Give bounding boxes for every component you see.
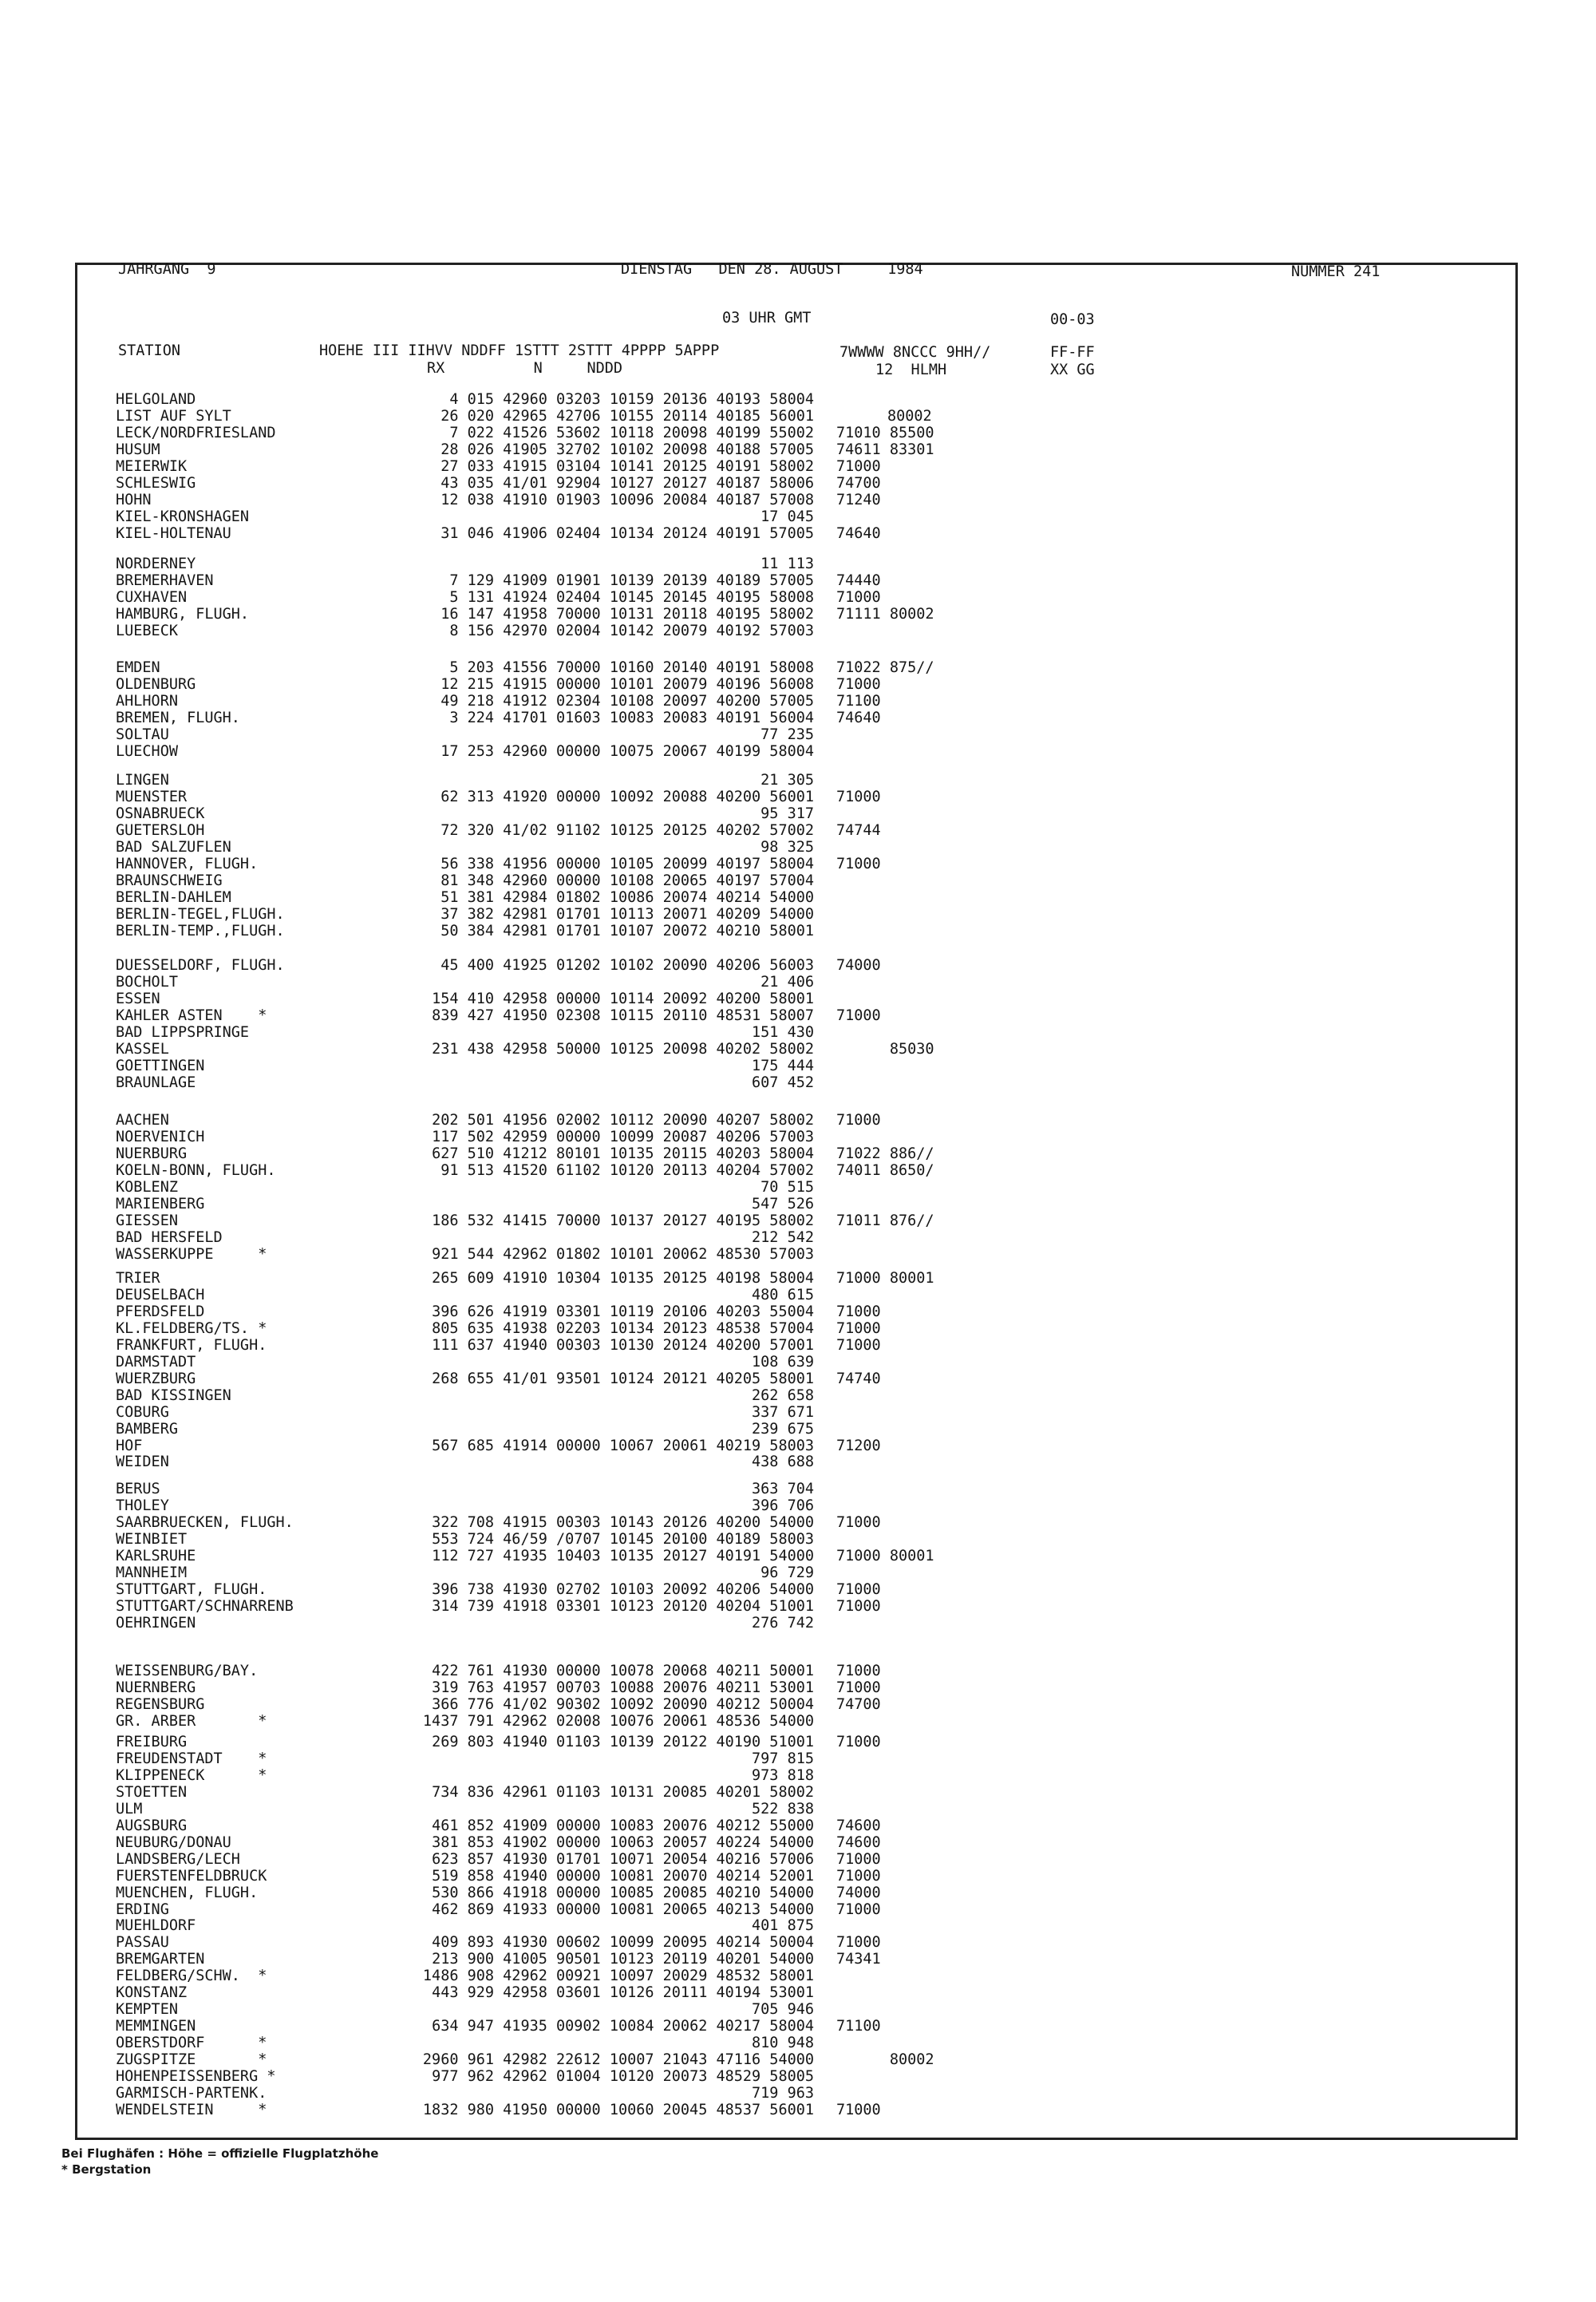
station-data: 462 869 41933 00000 10081 20065 40213 54000	[432, 1901, 814, 1918]
station-data: 17 045	[760, 508, 814, 525]
station-data: 28 026 41905 32702 10102 20098 40188 57005	[440, 441, 814, 458]
station-data: 553 724 46/59 /0707 10145 20100 40189 58003	[432, 1531, 814, 1548]
station-data: 396 738 41930 02702 10103 20092 40206 54000	[432, 1581, 814, 1598]
station-data: 322 708 41915 00303 10143 20126 40200 54000	[432, 1514, 814, 1531]
station-name: KL.FELDBERG/TS. *	[116, 1320, 267, 1337]
station-name: KEMPTEN	[116, 2001, 178, 2018]
station-data: 37 382 42981 01701 10113 20071 40209 54000	[440, 906, 814, 923]
station-data: 151 430	[752, 1024, 814, 1041]
station-data: 95 317	[760, 805, 814, 822]
station-name: WEISSENBURG/BAY.	[116, 1663, 259, 1679]
station-name: SAARBRUECKEN, FLUGH.	[116, 1514, 294, 1531]
station-data: 239 675	[752, 1421, 814, 1438]
station-name: MUENSTER	[116, 789, 188, 805]
station-name: MEIERWIK	[116, 458, 188, 475]
station-name: CUXHAVEN	[116, 589, 188, 606]
column-header-ff-sub: XX GG	[1050, 362, 1095, 378]
station-name: DEUSELBACH	[116, 1287, 205, 1303]
station-name: BREMERHAVEN	[116, 572, 214, 589]
station-name: BAMBERG	[116, 1421, 178, 1438]
station-extra: 71000	[836, 458, 881, 475]
station-extra: 71000	[836, 1112, 881, 1129]
station-name: MANNHEIM	[116, 1564, 188, 1581]
station-name: HELGOLAND	[116, 391, 196, 408]
station-data: 108 639	[752, 1354, 814, 1371]
station-data: 363 704	[752, 1481, 814, 1497]
station-name: COBURG	[116, 1404, 169, 1421]
station-data: 5 131 41924 02404 10145 20145 40195 58008	[449, 589, 814, 606]
station-data: 461 852 41909 00000 10083 20076 40212 55000	[432, 1817, 814, 1834]
station-name: STOETTEN	[116, 1784, 188, 1801]
station-data: 21 305	[760, 772, 814, 789]
station-name: ZUGSPITZE *	[116, 2051, 267, 2068]
station-data: 212 542	[752, 1229, 814, 1246]
station-extra: 71000	[836, 1934, 881, 1951]
station-name: GUETERSLOH	[116, 822, 205, 839]
station-data: 117 502 42959 00000 10099 20087 40206 57003	[432, 1129, 814, 1145]
station-name: LINGEN	[116, 772, 169, 789]
station-name: BERLIN-DAHLEM	[116, 889, 231, 906]
station-data: 91 513 41520 61102 10120 20113 40204 57002	[440, 1162, 814, 1179]
station-name: AUGSBURG	[116, 1817, 188, 1834]
station-name: GR. ARBER *	[116, 1713, 267, 1730]
station-extra: 71000	[836, 1320, 881, 1337]
issue-number: NUMMER 241	[1291, 263, 1381, 280]
station-data: 265 609 41910 10304 10135 20125 40198 58004	[432, 1270, 814, 1287]
station-data: 1832 980 41950 00000 10060 20045 48537 56001	[422, 2102, 814, 2118]
station-data: 973 818	[752, 1767, 814, 1784]
station-name: STUTTGART/SCHNARRENB	[116, 1598, 294, 1615]
station-name: MEMMINGEN	[116, 2018, 196, 2035]
station-extra: 74600	[836, 1834, 881, 1851]
station-name: BOCHOLT	[116, 974, 178, 991]
station-name: GOETTINGEN	[116, 1058, 205, 1074]
station-data: 719 963	[752, 2085, 814, 2102]
station-data: 17 253 42960 00000 10075 20067 40199 58004	[440, 743, 814, 760]
station-name: PASSAU	[116, 1934, 169, 1951]
station-data: 112 727 41935 10403 10135 20127 40191 54000	[432, 1548, 814, 1564]
station-name: REGENSBURG	[116, 1696, 205, 1713]
station-name: FELDBERG/SCHW. *	[116, 1968, 267, 1984]
station-data: 522 838	[752, 1801, 814, 1817]
station-name: BREMEN, FLUGH.	[116, 710, 240, 726]
station-extra: 71000	[836, 789, 881, 805]
station-extra: 71000	[836, 1851, 881, 1868]
station-data: 70 515	[760, 1179, 814, 1196]
station-data: 16 147 41958 70000 10131 20118 40195 58002	[440, 606, 814, 623]
station-extra: 71022 875//	[836, 659, 934, 676]
station-name: PFERDSFELD	[116, 1303, 205, 1320]
station-data: 396 626 41919 03301 10119 20106 40203 55004	[432, 1303, 814, 1320]
jahrgang-label: JAHRGANG 9	[118, 261, 216, 278]
station-data: 175 444	[752, 1058, 814, 1074]
column-header-extra: 7WWWW 8NCCC 9HH//	[839, 344, 991, 361]
station-data: 45 400 41925 01202 10102 20090 40206 56003	[440, 957, 814, 974]
station-data: 1486 908 42962 00921 10097 20029 48532 58001	[422, 1968, 814, 1984]
station-name: KAHLER ASTEN *	[116, 1007, 267, 1024]
station-name: WUERZBURG	[116, 1371, 196, 1387]
station-data: 1437 791 42962 02008 10076 20061 48536 54000	[422, 1713, 814, 1730]
station-name: DUESSELDORF, FLUGH.	[116, 957, 285, 974]
station-name: FREUDENSTADT *	[116, 1750, 267, 1767]
station-data: 49 218 41912 02304 10108 20097 40200 57005	[440, 693, 814, 710]
station-extra: 74744	[836, 822, 881, 839]
footnote-airports: Bei Flughäfen : Höhe = offizielle Flugplatzhöhe	[61, 2146, 379, 2161]
station-name: HOHN	[116, 492, 152, 508]
station-name: ESSEN	[116, 991, 160, 1007]
station-data: 51 381 42984 01802 10086 20074 40214 54000	[440, 889, 814, 906]
station-extra: 74700	[836, 1696, 881, 1713]
station-name: NEUBURG/DONAU	[116, 1834, 231, 1851]
column-header-ff: FF-FF	[1050, 344, 1095, 361]
station-data: 381 853 41902 00000 10063 20057 40224 54000	[432, 1834, 814, 1851]
station-data: 2960 961 42982 22612 10007 21043 47116 54000	[422, 2051, 814, 2068]
station-name: BRAUNLAGE	[116, 1074, 196, 1091]
station-data: 337 671	[752, 1404, 814, 1421]
station-extra: 71000	[836, 1337, 881, 1354]
station-name: WEIDEN	[116, 1454, 169, 1470]
station-data: 567 685 41914 00000 10067 20061 40219 58003	[432, 1438, 814, 1454]
station-name: KARLSRUHE	[116, 1548, 196, 1564]
station-name: KOELN-BONN, FLUGH.	[116, 1162, 276, 1179]
station-name: NORDERNEY	[116, 556, 196, 572]
station-name: KASSEL	[116, 1041, 169, 1058]
station-data: 438 688	[752, 1454, 814, 1470]
station-name: KLIPPENECK *	[116, 1767, 267, 1784]
station-data: 276 742	[752, 1615, 814, 1632]
station-extra: 74700	[836, 475, 881, 492]
station-extra: 71022 886//	[836, 1145, 934, 1162]
footnote-mountain: * Bergstation	[61, 2162, 152, 2177]
station-name: AHLHORN	[116, 693, 178, 710]
station-data: 81 348 42960 00000 10108 20065 40197 57004	[440, 872, 814, 889]
station-data: 5 203 41556 70000 10160 20140 40191 58008	[449, 659, 814, 676]
station-name: BAD HERSFELD	[116, 1229, 223, 1246]
station-data: 31 046 41906 02404 10134 20124 40191 57005	[440, 525, 814, 542]
station-extra: 74640	[836, 710, 881, 726]
station-extra: 71000 80001	[836, 1270, 934, 1287]
station-data: 623 857 41930 01701 10071 20054 40216 57006	[432, 1851, 814, 1868]
period-label: 00-03	[1050, 311, 1095, 328]
column-header-codes-sub: RX N NDDD	[427, 360, 623, 377]
station-extra: 74341	[836, 1951, 881, 1968]
station-name: EMDEN	[116, 659, 160, 676]
station-name: HANNOVER, FLUGH.	[116, 856, 259, 872]
column-header-station: STATION	[118, 342, 180, 359]
station-name: SOLTAU	[116, 726, 169, 743]
station-data: 409 893 41930 00602 10099 20095 40214 50004	[432, 1934, 814, 1951]
station-name: BRAUNSCHWEIG	[116, 872, 223, 889]
station-name: BAD LIPPSPRINGE	[116, 1024, 250, 1041]
station-name: DARMSTADT	[116, 1354, 196, 1371]
station-data: 805 635 41938 02203 10134 20123 48538 57004	[432, 1320, 814, 1337]
station-extra: 71000	[836, 1514, 881, 1531]
station-data: 231 438 42958 50000 10125 20098 40202 58002	[432, 1041, 814, 1058]
station-data: 50 384 42981 01701 10107 20072 40210 58001	[440, 923, 814, 939]
station-data: 154 410 42958 00000 10114 20092 40200 58001	[432, 991, 814, 1007]
station-data: 634 947 41935 00902 10084 20062 40217 58004	[432, 2018, 814, 2035]
station-name: KONSTANZ	[116, 1984, 188, 2001]
station-data: 422 761 41930 00000 10078 20068 40211 50001	[432, 1663, 814, 1679]
station-extra: 71000	[836, 1303, 881, 1320]
column-header-extra-sub: 12 HLMH	[875, 362, 947, 378]
station-name: MARIENBERG	[116, 1196, 205, 1212]
station-name: FUERSTENFELDBRUCK	[116, 1868, 267, 1885]
station-name: KIEL-KRONSHAGEN	[116, 508, 250, 525]
station-extra: 71000	[836, 2102, 881, 2118]
station-extra: 71011 876//	[836, 1212, 934, 1229]
station-name: OBERSTDORF *	[116, 2035, 267, 2051]
station-extra: 71010 85500	[836, 425, 934, 441]
station-name: NOERVENICH	[116, 1129, 205, 1145]
station-data: 7 129 41909 01901 10139 20139 40189 57005	[449, 572, 814, 589]
station-data: 443 929 42958 03601 10126 20111 40194 53001	[432, 1984, 814, 2001]
station-extra: 74611 83301	[836, 441, 934, 458]
station-name: HAMBURG, FLUGH.	[116, 606, 250, 623]
station-name: OEHRINGEN	[116, 1615, 196, 1632]
station-data: 839 427 41950 02308 10115 20110 48531 58007	[432, 1007, 814, 1024]
station-data: 96 729	[760, 1564, 814, 1581]
station-extra: 71000	[836, 1868, 881, 1885]
station-name: LIST AUF SYLT	[116, 408, 231, 425]
station-name: NUERBURG	[116, 1145, 188, 1162]
station-extra: 71000	[836, 1007, 881, 1024]
station-data: 314 739 41918 03301 10123 20120 40204 51001	[432, 1598, 814, 1615]
station-name: ERDING	[116, 1901, 169, 1918]
station-extra: 74740	[836, 1371, 881, 1387]
station-data: 705 946	[752, 2001, 814, 2018]
station-data: 202 501 41956 02002 10112 20090 40207 58002	[432, 1112, 814, 1129]
station-data: 262 658	[752, 1387, 814, 1404]
station-extra: 74000	[836, 957, 881, 974]
station-data: 27 033 41915 03104 10141 20125 40191 58002	[440, 458, 814, 475]
station-extra: 71000	[836, 856, 881, 872]
station-extra: 71000	[836, 1598, 881, 1615]
station-name: OSNABRUECK	[116, 805, 205, 822]
station-data: 401 875	[752, 1917, 814, 1934]
station-data: 268 655 41/01 93501 10124 20121 40205 58001	[432, 1371, 814, 1387]
station-data: 797 815	[752, 1750, 814, 1767]
station-extra: 71000	[836, 676, 881, 693]
station-name: STUTTGART, FLUGH.	[116, 1581, 267, 1598]
station-data: 98 325	[760, 839, 814, 856]
station-data: 977 962 42962 01004 10120 20073 48529 58005	[432, 2068, 814, 2085]
station-extra: 71000 80001	[836, 1548, 934, 1564]
station-name: WASSERKUPPE *	[116, 1246, 267, 1263]
station-data: 12 215 41915 00000 10101 20079 40196 56008	[440, 676, 814, 693]
station-data: 480 615	[752, 1287, 814, 1303]
station-data: 269 803 41940 01103 10139 20122 40190 51001	[432, 1734, 814, 1750]
station-data: 8 156 42970 02004 10142 20079 40192 57003	[449, 623, 814, 639]
station-data: 319 763 41957 00703 10088 20076 40211 53001	[432, 1679, 814, 1696]
station-name: HOF	[116, 1438, 143, 1454]
station-extra: 80002	[836, 2051, 934, 2068]
station-name: MUEHLDORF	[116, 1917, 196, 1934]
station-name: BAD SALZUFLEN	[116, 839, 231, 856]
station-name: HUSUM	[116, 441, 160, 458]
station-extra: 74640	[836, 525, 881, 542]
station-extra-2: 80002	[887, 408, 932, 425]
station-extra: 71200	[836, 1438, 881, 1454]
station-data: 921 544 42962 01802 10101 20062 48530 57003	[432, 1246, 814, 1263]
station-name: LUEBECK	[116, 623, 178, 639]
station-name: KIEL-HOLTENAU	[116, 525, 231, 542]
station-name: SCHLESWIG	[116, 475, 196, 492]
station-data: 213 900 41005 90501 10123 20119 40201 54000	[432, 1951, 814, 1968]
station-name: THOLEY	[116, 1497, 169, 1514]
station-name: HOHENPEISSENBERG *	[116, 2068, 276, 2085]
station-data: 26 020 42965 42706 10155 20114 40185 56001	[440, 408, 814, 425]
station-data: 547 526	[752, 1196, 814, 1212]
station-extra: 71000	[836, 589, 881, 606]
station-extra: 71000	[836, 1901, 881, 1918]
station-extra: 74000	[836, 1885, 881, 1901]
station-name: TRIER	[116, 1270, 160, 1287]
station-name: WEINBIET	[116, 1531, 188, 1548]
station-name: BERLIN-TEMP.,FLUGH.	[116, 923, 285, 939]
station-extra: 71000	[836, 1663, 881, 1679]
station-data: 4 015 42960 03203 10159 20136 40193 58004	[449, 391, 814, 408]
station-extra: 71100	[836, 2018, 881, 2035]
station-data: 734 836 42961 01103 10131 20085 40201 58002	[432, 1784, 814, 1801]
time-label: 03 UHR GMT	[722, 310, 812, 326]
station-name: FRANKFURT, FLUGH.	[116, 1337, 267, 1354]
station-name: BREMGARTEN	[116, 1951, 205, 1968]
station-name: MUENCHEN, FLUGH.	[116, 1885, 259, 1901]
station-data: 186 532 41415 70000 10137 20127 40195 58002	[432, 1212, 814, 1229]
station-name: NUERNBERG	[116, 1679, 196, 1696]
station-name: WENDELSTEIN *	[116, 2102, 267, 2118]
station-name: KOBLENZ	[116, 1179, 178, 1196]
station-data: 396 706	[752, 1497, 814, 1514]
station-name: BERUS	[116, 1481, 160, 1497]
station-data: 21 406	[760, 974, 814, 991]
station-data: 519 858 41940 00000 10081 20070 40214 52001	[432, 1868, 814, 1885]
station-name: LANDSBERG/LECH	[116, 1851, 240, 1868]
station-data: 366 776 41/02 90302 10092 20090 40212 50004	[432, 1696, 814, 1713]
station-data: 77 235	[760, 726, 814, 743]
station-name: AACHEN	[116, 1112, 169, 1129]
station-name: OLDENBURG	[116, 676, 196, 693]
station-data: 12 038 41910 01903 10096 20084 40187 57008	[440, 492, 814, 508]
station-data: 11 113	[760, 556, 814, 572]
station-extra: 71000	[836, 1734, 881, 1750]
station-extra: 74011 8650/	[836, 1162, 934, 1179]
station-extra: 74600	[836, 1817, 881, 1834]
station-name: LECK/NORDFRIESLAND	[116, 425, 276, 441]
column-header-codes: HOEHE III IIHVV NDDFF 1STTT 2STTT 4PPPP 5APPP	[319, 342, 720, 359]
station-data: 3 224 41701 01603 10083 20083 40191 56004	[449, 710, 814, 726]
date-label: DIENSTAG DEN 28. AUGUST 1984	[621, 261, 923, 278]
station-name: BAD KISSINGEN	[116, 1387, 231, 1404]
station-extra: 71240	[836, 492, 881, 508]
station-extra: 71000	[836, 1581, 881, 1598]
station-data: 111 637 41940 00303 10130 20124 40200 57001	[432, 1337, 814, 1354]
station-name: ULM	[116, 1801, 143, 1817]
station-data: 627 510 41212 80101 10135 20115 40203 58004	[432, 1145, 814, 1162]
station-extra: 71000	[836, 1679, 881, 1696]
station-name: GIESSEN	[116, 1212, 178, 1229]
station-extra: 71100	[836, 693, 881, 710]
station-data: 43 035 41/01 92904 10127 20127 40187 58006	[440, 475, 814, 492]
station-name: GARMISCH-PARTENK.	[116, 2085, 267, 2102]
station-data: 56 338 41956 00000 10105 20099 40197 58004	[440, 856, 814, 872]
station-name: FREIBURG	[116, 1734, 188, 1750]
station-data: 7 022 41526 53602 10118 20098 40199 55002	[449, 425, 814, 441]
station-data: 72 320 41/02 91102 10125 20125 40202 57002	[440, 822, 814, 839]
station-data: 62 313 41920 00000 10092 20088 40200 56001	[440, 789, 814, 805]
station-data: 607 452	[752, 1074, 814, 1091]
station-extra: 71111 80002	[836, 606, 934, 623]
station-data: 530 866 41918 00000 10085 20085 40210 54000	[432, 1885, 814, 1901]
station-data: 810 948	[752, 2035, 814, 2051]
station-name: BERLIN-TEGEL,FLUGH.	[116, 906, 285, 923]
station-extra: 74440	[836, 572, 881, 589]
station-name: LUECHOW	[116, 743, 178, 760]
station-extra: 85030	[836, 1041, 934, 1058]
